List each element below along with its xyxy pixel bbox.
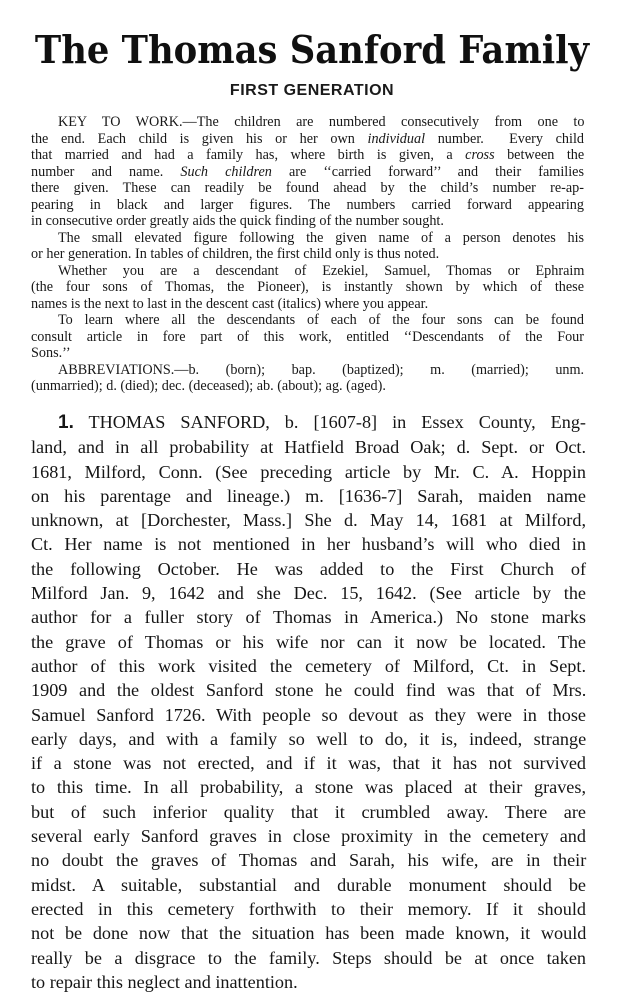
text-line: The small elevated figure following the given name of a person denotes his	[58, 229, 585, 246]
text-line: 1681, Milford, Conn. (See preceding article by Mr. C. A. Hoppin	[31, 461, 586, 482]
text-line: Whether you are a descendant of Ezekiel, Samuel, Thomas or Ephraim	[58, 262, 585, 279]
text-line: the following October. He was added to the First Church of	[31, 558, 586, 579]
abbreviations-line: ABBREVIATIONS.—b. (born); bap. (baptized); m. (married); unm.	[58, 361, 585, 378]
text-line: author of this work visited the cemetery of Milford, Ct. in Sept.	[31, 655, 586, 676]
section-heading: FIRST GENERATION	[229, 82, 395, 99]
text-line: or her generation. In tables of children, the first child only is thus noted.	[31, 246, 440, 262]
text-line: 1. THOMAS SANFORD, b. [1607-8] in Essex County, Eng-	[58, 412, 586, 433]
abbreviations-line: (unmarried); d. (died); dec. (deceased); ab. (about); ag. (aged).	[31, 378, 386, 394]
text-line: on his parentage and lineage.) m. [1636-7] Sarah, maiden name	[31, 485, 586, 506]
text-line: Sons.’’	[31, 345, 71, 361]
text-line: if a stone was not erected, and if it was, that it has not survived	[31, 753, 586, 774]
key-to-work	[31, 114, 584, 395]
text-line: not be done now that the situation has been made known, it would	[31, 923, 587, 944]
entry-thomas-sanford	[31, 410, 586, 994]
text-line: that married and had a family has, where birth is given, a cross between the	[31, 147, 585, 163]
text-line: To learn where all the descendants of each of the four sons can be found	[58, 312, 584, 328]
text-line: number and name. Such children are ‘‘carried forward’’ and their families	[31, 163, 584, 180]
text-line: to this time. In all probability, a stone was placed at their graves,	[31, 777, 586, 798]
text-line: the grave of Thomas or his wife nor can it now be located. The	[31, 631, 586, 652]
text-line: in consecutive order greatly aids the quick finding of the number sought.	[31, 213, 444, 229]
text-line: early days, and with a family so well to do, it is, indeed, strange	[31, 728, 587, 749]
text-line: midst. A suitable, substantial and durable monument should be	[31, 874, 586, 895]
text-line: names is the next to last in the descent cast (italics) where you appear.	[31, 295, 429, 312]
entry-number: 1.	[58, 412, 74, 433]
text-line: unknown, at [Dorchester, Mass.] She d. May 14, 1681 at Milford,	[31, 510, 586, 531]
text-line: land, and in all probability at Hatfield Broad Oak; d. Sept. or Oct.	[31, 437, 586, 458]
text-line: Samuel Sanford 1726. With people so devout as they were in those	[31, 704, 586, 725]
text-line: (the four sons of Thomas, the Pioneer), is instantly shown by which of these	[31, 279, 584, 295]
text-line: to repair this neglect and inattention.	[31, 971, 298, 992]
text-line: KEY TO WORK.—The children are numbered consecutively from one to	[58, 114, 585, 130]
text-line: the end. Each child is given his or her own individual number. Every child	[31, 130, 584, 147]
text-line: no doubt the graves of Thomas and Sarah, his wife, are in their	[31, 850, 587, 871]
text-line: Ct. Her name is not mentioned in her husband’s will who died in	[31, 534, 586, 555]
text-line: Milford Jan. 9, 1642 and she Dec. 15, 1642. (See article by the	[31, 583, 586, 604]
text-line: pearing in black and larger figures. The numbers carried forward appearing	[31, 196, 584, 213]
text-line: but of such inferior quality that it crumbled away. There are	[31, 801, 586, 822]
text-line: author for a fuller story of Thomas in America.) No stone marks	[31, 607, 586, 628]
text-line: 1909 and the oldest Sanford stone he could find was that of Mrs.	[31, 680, 587, 701]
text-line: several early Sanford graves in close proximity in the cemetery and	[31, 826, 586, 847]
page-title: The Thomas Sanford Family	[34, 27, 590, 72]
text-line: there given. These can readily be found ahead by the child’s number re-ap-	[31, 180, 584, 196]
text-line: really be a disgrace to the family. Steps should be at once taken	[31, 947, 586, 968]
text-line: consult article in fore part of this work, entitled ‘‘Descendants of the Four	[31, 328, 584, 345]
text-line: erected in this cemetery forthwith to their memory. If it should	[31, 898, 586, 919]
